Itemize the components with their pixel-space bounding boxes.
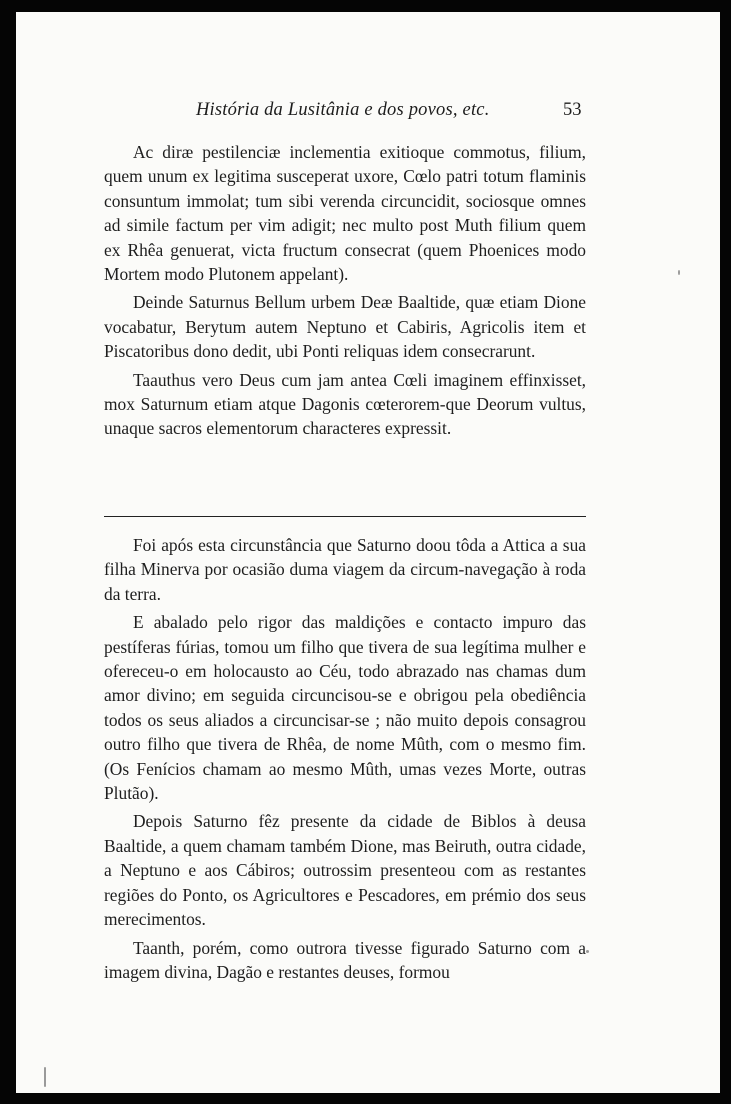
portuguese-text-block bbox=[104, 533, 586, 988]
scan-speck bbox=[586, 950, 589, 953]
portuguese-paragraph: Foi após esta circunstância que Saturno doou tôda a Attica a sua filha Minerva por ocasião duma viagem da circum-navegação à roda da terra. bbox=[104, 535, 586, 604]
latin-paragraph: Deinde Saturnus Bellum urbem Deæ Baaltide, quæ etiam Dione vocabatur, Berytum autem Neptuno et Cabiris, Agricolis item et Piscatoribus dono dedit, ubi Ponti reliquas idem consecrarunt. bbox=[104, 292, 586, 362]
page-number: 53 bbox=[563, 100, 582, 120]
latin-text-block bbox=[104, 140, 586, 445]
page-header bbox=[16, 100, 720, 126]
latin-paragraph: Taauthus vero Deus cum jam antea Cœli imaginem effinxisset, mox Saturnum etiam atque Dagonis cœterorem-que Deorum vultus, unaque sacros elementorum characteres expressit. bbox=[104, 369, 586, 439]
section-divider bbox=[104, 516, 586, 517]
portuguese-paragraph: Depois Saturno fêz presente da cidade de Biblos à deusa Baaltide, a quem chamam também Dione, mas Beiruth, outra cidade, a Neptuno e aos Cábiros; outrossim presenteou com as restantes regiões do Ponto, os Agricultores e Pescadores, em prémio dos seus merecimentos. bbox=[104, 811, 586, 930]
latin-paragraph: Ac diræ pestilenciæ inclementia exitioque commotus, filium, quem unum ex legitima susceperat uxore, Cœlo patri totum flaminis consuntum immolat; tum sibi verenda circuncidit, sociosque omnes ad simile factum per vim adigit; nec multo post Muth filium quem ex Rhêa genuerat, victa fructum consecrat (quem Phoenices modo Mortem modo Plutonem appelant). bbox=[104, 142, 586, 285]
scan-speck bbox=[678, 270, 680, 275]
scan-speck bbox=[44, 1067, 46, 1087]
portuguese-paragraph: E abalado pelo rigor das maldições e contacto impuro das pestíferas fúrias, tomou um filho que tivera de sua legítima mulher e ofereceu-o em holocausto ao Céu, todo abrazado nas chamas dum amor divino; em seguida circuncisou-se e obrigou pela obediência todos os seus aliados a circuncisar-se ; não muito depois consagrou outro filho que tivera de Rhêa, de nome Mûth, com o mesmo fim. (Os Fenícios chamam ao mesmo Mûth, umas vezes Morte, outras Plutão). bbox=[104, 612, 586, 804]
portuguese-paragraph: Taanth, porém, como outrora tivesse figurado Saturno com a imagem divina, Dagão e restantes deuses, formou bbox=[104, 937, 586, 982]
book-page bbox=[16, 12, 720, 1093]
running-title: História da Lusitânia e dos povos, etc. bbox=[196, 100, 490, 120]
